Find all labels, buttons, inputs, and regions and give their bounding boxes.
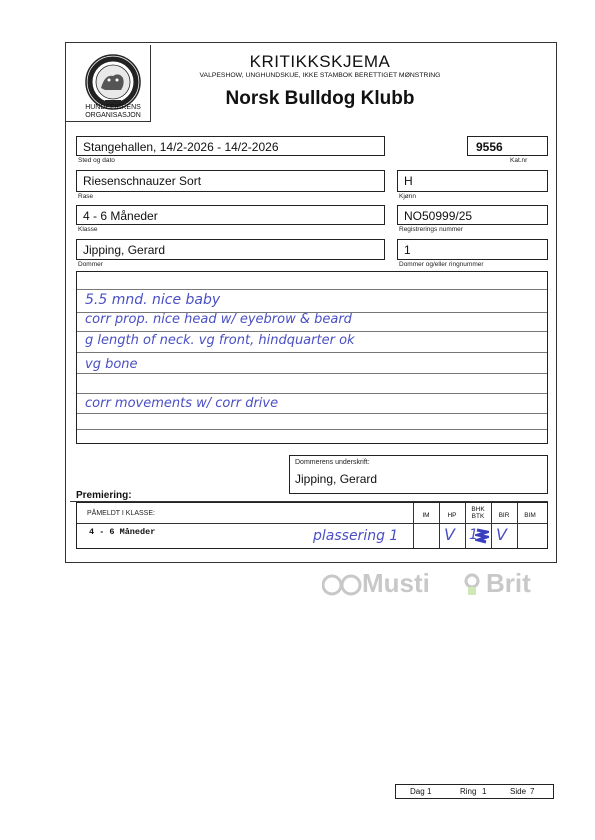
col-im: IM — [422, 512, 430, 519]
place-date-value: Stangehallen, 14/2-2026 - 14/2-2026 — [83, 140, 279, 154]
org-label — [73, 104, 153, 120]
judge-value: Jipping, Gerard — [83, 243, 166, 257]
org-line-2: ORGANISASJON — [85, 112, 141, 119]
breed-caption: Rase — [78, 193, 94, 200]
col-bhk-btk: BHK BTK — [471, 506, 485, 520]
judge-field[interactable] — [76, 239, 385, 260]
judge-signature-caption: Dommerens underskrift: — [295, 459, 370, 466]
critique-line-3: g length of neck. vg front, hindquarter ok — [85, 333, 355, 348]
bir-check[interactable]: V — [496, 525, 507, 544]
footer-info — [395, 784, 554, 799]
judge-signature-box[interactable] — [289, 455, 548, 494]
footer-dag-value: 1 — [427, 787, 432, 796]
premiering-class-value: 4 - 6 Måneder — [89, 527, 156, 537]
critique-rule — [77, 413, 547, 414]
breed-value: Riesenschnauzer Sort — [83, 174, 202, 188]
bhk-number: 1 — [469, 527, 478, 543]
form-subtitle: VALPESHOW, UNGHUNDSKUE, IKKE STAMBOK BERETTIGET MØNSTRING — [199, 72, 441, 79]
footer-side-value: 7 — [530, 787, 535, 796]
premiering-col-divider — [439, 503, 440, 548]
scribble-icon — [475, 528, 489, 544]
breed-field[interactable] — [76, 170, 385, 192]
reg-nr-caption: Registrerings nummer — [399, 226, 463, 233]
club-name: Norsk Bulldog Klubb — [225, 88, 415, 109]
premiering-class-header: PÅMELDT I KLASSE: — [87, 510, 155, 517]
premiering-col-divider — [491, 503, 492, 548]
reg-nr-field[interactable] — [397, 205, 548, 225]
footer-side-label: Side — [510, 787, 527, 796]
sex-field[interactable] — [397, 170, 548, 192]
reg-nr-value: NO50999/25 — [404, 209, 473, 223]
col-bir: BIR — [498, 512, 510, 519]
critique-area[interactable] — [76, 271, 548, 444]
critique-rule — [77, 429, 547, 430]
ring-nr-field[interactable] — [397, 239, 548, 260]
placement-handwritten: plassering 1 — [313, 528, 399, 544]
critique-rule — [77, 352, 547, 353]
sex-caption: Kjønn — [399, 193, 416, 200]
premiering-table — [76, 502, 548, 549]
critique-line-2: corr prop. nice head w/ eyebrow & beard — [85, 312, 352, 327]
premiering-title: Premiering: — [76, 490, 132, 501]
sponsor-musti: Musti — [362, 568, 430, 598]
premiering-col-divider — [413, 503, 414, 548]
ring-nr-value: 1 — [404, 243, 411, 257]
hp-check[interactable]: V — [444, 525, 455, 544]
col-bim: BIM — [524, 512, 536, 519]
judge-caption: Dommer — [78, 261, 103, 268]
class-caption: Klasse — [78, 226, 98, 233]
critique-rule — [77, 289, 547, 290]
critique-rule — [77, 393, 547, 394]
col-hp: HP — [447, 512, 457, 519]
form-title: KRITIKKSKJEMA — [249, 52, 391, 71]
footer-dag-label: Dag — [410, 787, 425, 796]
sex-value: H — [404, 174, 413, 188]
place-date-caption: Sted og dato — [78, 157, 115, 164]
brit-leaf-icon — [460, 573, 484, 604]
critique-rule — [77, 373, 547, 374]
class-value: 4 - 6 Måneder — [83, 209, 158, 223]
header-divider-bottom — [66, 121, 151, 122]
org-line-1: HUNDEEIERENS — [85, 104, 141, 111]
cat-nr-value: 9556 — [476, 140, 503, 154]
critique-line-4: vg bone — [85, 357, 138, 372]
bhk-mark[interactable] — [469, 527, 489, 545]
premiering-row-divider — [77, 523, 547, 524]
place-date-field[interactable] — [76, 136, 385, 156]
critique-line-1: 5.5 mnd. nice baby — [85, 292, 221, 308]
premiering-col-divider — [517, 503, 518, 548]
critique-rule — [77, 331, 547, 332]
class-field[interactable] — [76, 205, 385, 225]
cat-nr-field[interactable] — [467, 136, 548, 156]
critique-line-6: corr movements w/ corr drive — [85, 396, 279, 411]
sponsor-brit: Brit — [486, 568, 531, 598]
footer-ring-value: 1 — [482, 787, 487, 796]
header-divider — [150, 45, 151, 121]
ring-nr-caption: Dommer og/eller ringnummer — [399, 261, 484, 268]
judge-signature-value: Jipping, Gerard — [295, 472, 378, 486]
cat-nr-caption: Kat.nr — [510, 157, 528, 164]
musti-paw-icon — [322, 572, 362, 603]
footer-ring-label: Ring — [460, 787, 477, 796]
